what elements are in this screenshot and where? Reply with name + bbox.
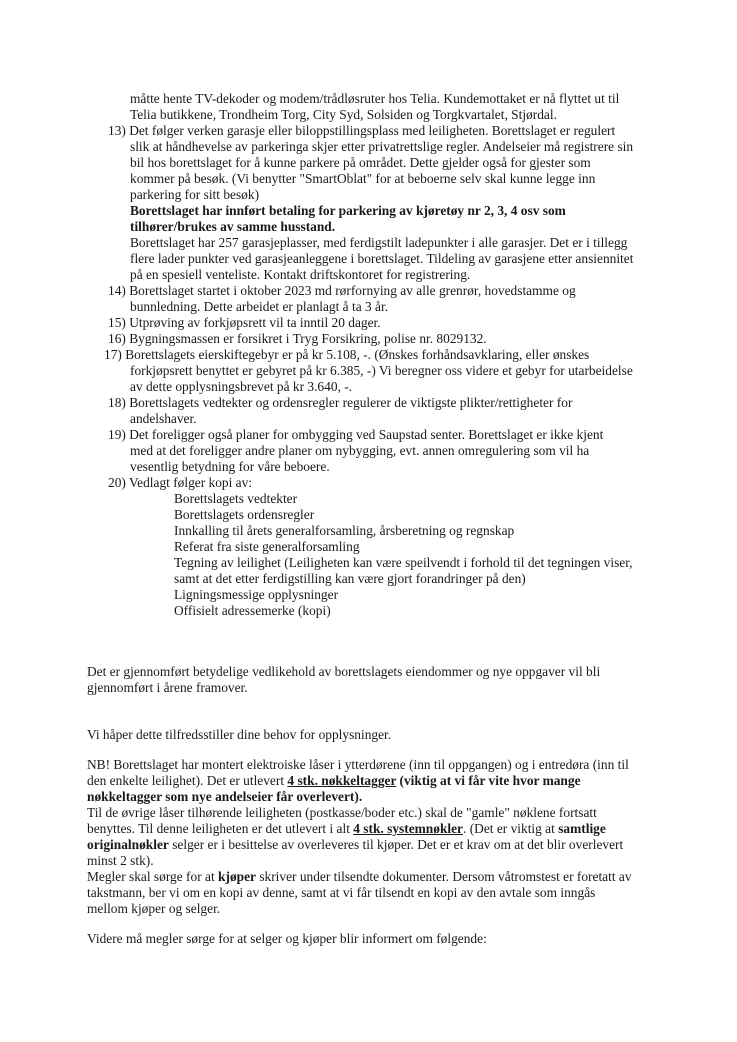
text-line: Ligningsmessige opplysninger	[174, 587, 339, 602]
text-line: på en spesiell venteliste. Kontakt driftskontoret for registrering.	[130, 267, 471, 282]
text-line: Borettslagets ordensregler	[174, 507, 315, 522]
text-line: med at det foreligger andre planer om nybygging, evt. annen omregulering som vil ha	[130, 443, 590, 458]
text-run: . (Det er viktig at	[463, 821, 559, 836]
text-line: Borettslaget har innført betaling for parkering av kjøretøy nr 2, 3, 4 osv som	[130, 203, 566, 218]
text-line	[87, 773, 581, 789]
text-run: selger er i besittelse av overleveres til kjøper. Det er et krav om at det blir overlevert	[168, 837, 624, 852]
text-line: bil hos borettslaget for å kunne parkere på området. Dette gjelder også for gjester som	[130, 155, 591, 170]
text-line: av dette opplysningsbrevet på kr 3.640, -.	[130, 379, 353, 394]
text-line: Borettslagets vedtekter	[174, 491, 298, 506]
text-line: gjennomført i årene framover.	[87, 680, 248, 695]
text-line: Offisielt adressemerke (kopi)	[174, 603, 331, 618]
text-line: samt at det etter ferdigstilling kan være gjort forandringer på den)	[174, 571, 526, 586]
text-line: Det er gjennomført betydelige vedlikehold av borettslagets eiendommer og nye oppgaver vil bli	[87, 664, 601, 679]
text-line: 15) Utprøving av forkjøpsrett vil ta inntil 20 dager.	[108, 315, 381, 330]
text-line: forkjøpsrett benyttet er gebyret på kr 6.385, -) Vi beregner oss videre et gebyr for utarbeidelse	[130, 363, 633, 378]
text-line: Referat fra siste generalforsamling	[174, 539, 360, 554]
text-line: flere lader punkter ved garasjeanleggene i borettslaget. Tildeling av garasjene etter ansiennitet	[130, 251, 634, 266]
text-run: den enkelte leilighet). Det er utlevert	[87, 773, 288, 788]
text-line: Borettslaget har 257 garasjeplasser, med ferdigstilt ladepunkter i alle garasjer. Det er i tillegg	[130, 235, 628, 250]
text-line: 16) Bygningsmassen er forsikret i Tryg Forsikring, polise nr. 8029132.	[108, 331, 487, 346]
text-line: Til de øvrige låser tilhørende leiligheten (postkasse/boder etc.) skal de "gamle" nøklene fortsatt	[87, 805, 597, 820]
text-run: samtlige	[558, 821, 606, 836]
text-run: kjøper	[218, 869, 256, 884]
text-run: 4 stk. nøkkeltagger	[287, 773, 397, 788]
text-line: Innkalling til årets generalforsamling, årsberetning og regnskap	[174, 523, 515, 538]
text-run: benyttes. Til denne leiligheten er det utlevert i alt	[87, 821, 354, 836]
text-run: skriver under tilsendte dokumenter. Dersom våtromstest er foretatt av	[255, 869, 632, 884]
text-line: måtte hente TV-dekoder og modem/trådløsruter hos Telia. Kundemottaket er nå flyttet ut til	[130, 91, 620, 106]
text-line: 17) Borettslagets eierskiftegebyr er på kr 5.108, -. (Ønskes forhåndsavklaring, eller ønskes	[104, 347, 590, 362]
text-line: slik at håndhevelse av parkeringa skjer etter privatrettslige regler. Andelseier må registrere sin	[130, 139, 634, 154]
text-line	[87, 821, 606, 837]
text-run: originalnøkler	[87, 837, 169, 852]
text-run: Megler skal sørge for at	[87, 869, 219, 884]
text-line: Videre må megler sørge for at selger og kjøper blir informert om følgende:	[87, 931, 487, 946]
text-line: andelshaver.	[130, 411, 197, 426]
text-line: Telia butikkene, Trondheim Torg, City Syd, Solsiden og Torgkvartalet, Stjørdal.	[130, 107, 557, 122]
text-line: takstmann, ber vi om en kopi av denne, samt at vi får tilsendt en kopi av den avtale som inngås	[87, 885, 596, 900]
text-run: (viktig at vi får vite hvor mange	[396, 773, 581, 788]
text-line: NB! Borettslaget har montert elektroiske låser i ytterdørene (inn til oppgangen) og i entredøra (inn til	[87, 757, 629, 772]
text-line: minst 2 stk).	[87, 853, 154, 868]
text-run: 4 stk. systemnøkler	[353, 821, 463, 836]
text-line: Tegning av leilighet (Leiligheten kan være speilvendt i forhold til det tegningen viser,	[174, 555, 633, 570]
text-line: tilhører/brukes av samme husstand.	[130, 219, 336, 234]
text-line: 20) Vedlagt følger kopi av:	[108, 475, 253, 490]
text-line	[87, 869, 632, 885]
text-line: mellom kjøper og selger.	[87, 901, 221, 916]
text-line: vesentlig betydning for våre beboere.	[130, 459, 330, 474]
text-line: 19) Det foreligger også planer for ombygging ved Saupstad senter. Borettslaget er ikke kjent	[108, 427, 604, 442]
text-line: 13) Det følger verken garasje eller biloppstillingsplass med leiligheten. Borettslaget er regulert	[108, 123, 616, 138]
text-line: kommer på besøk. (Vi benytter "SmartOblat" for at beboerne selv skal kunne legge inn	[130, 171, 596, 186]
text-line: Vi håper dette tilfredsstiller dine behov for opplysninger.	[87, 727, 392, 742]
text-line	[87, 837, 623, 853]
text-line: nøkkeltagger som nye andelseier får overlevert).	[87, 789, 363, 804]
text-line: bunnledning. Dette arbeidet er planlagt å ta 3 år.	[130, 299, 389, 314]
text-line: 18) Borettslagets vedtekter og ordensregler regulerer de viktigste plikter/rettigheter for	[108, 395, 573, 410]
text-line: parkering for sitt besøk)	[130, 187, 260, 202]
text-line: 14) Borettslaget startet i oktober 2023 md rørfornying av alle grenrør, hovedstamme og	[108, 283, 576, 298]
